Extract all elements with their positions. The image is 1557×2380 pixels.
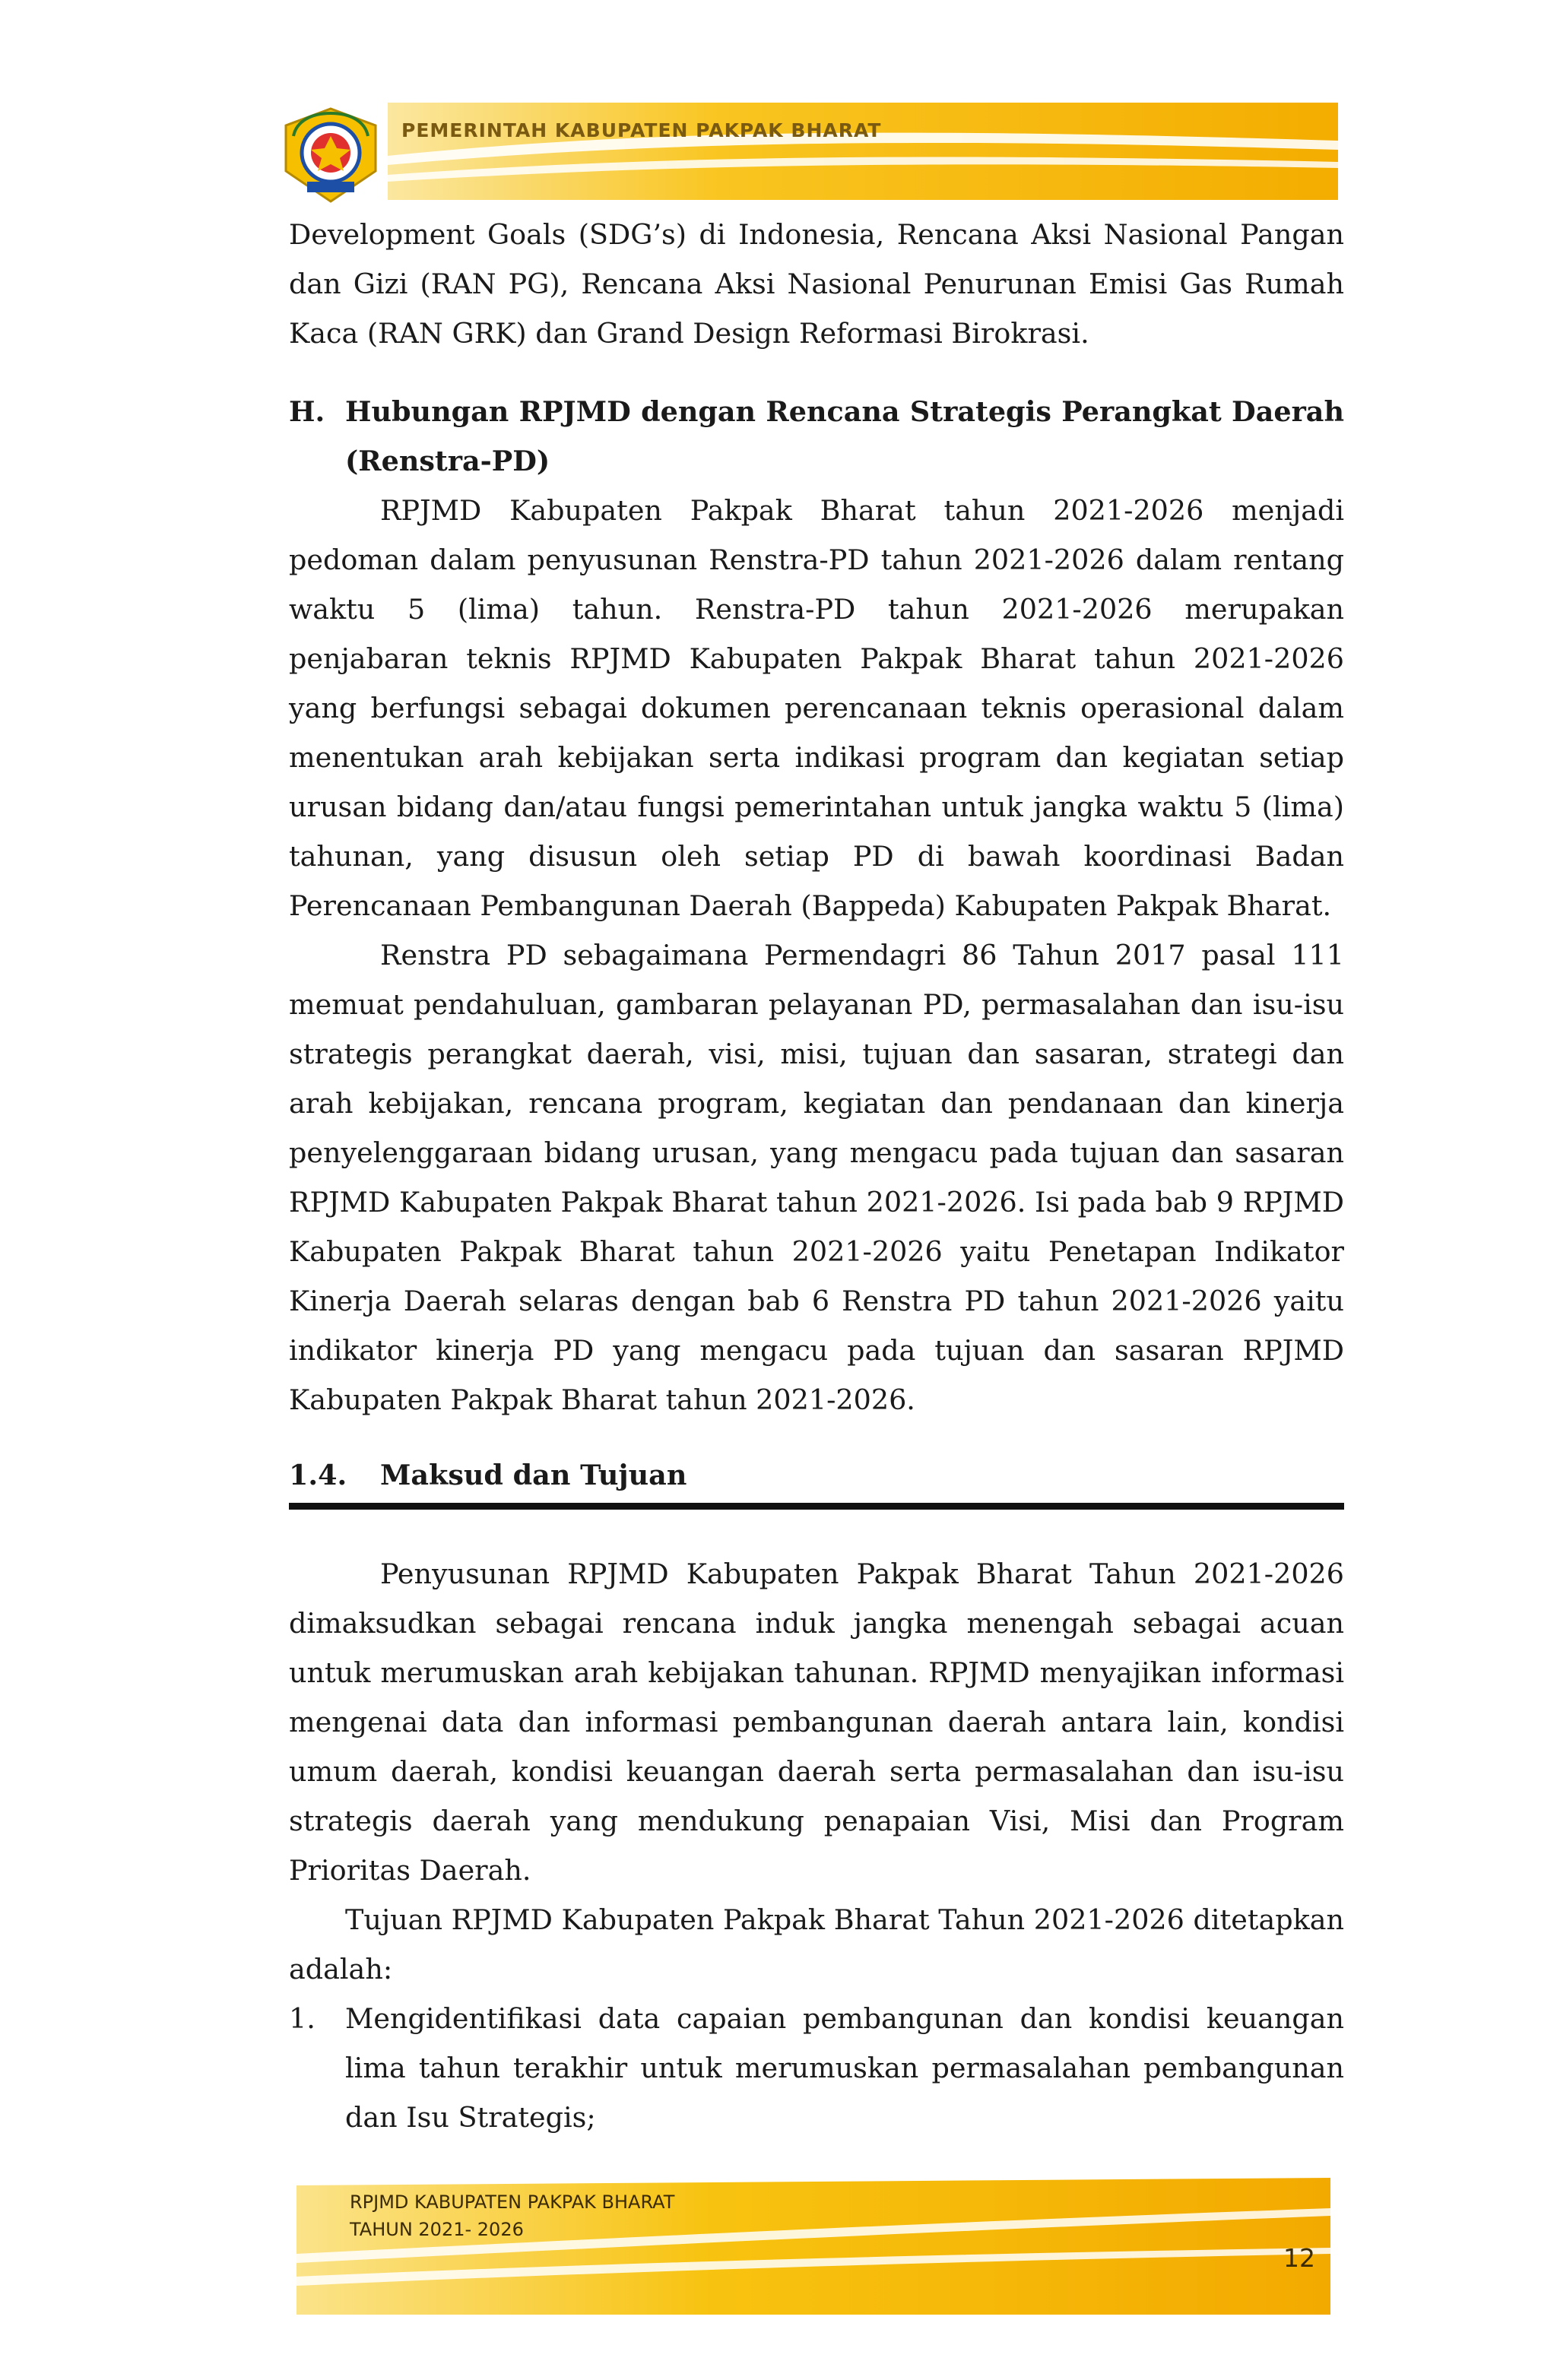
subheading-letter: H.	[289, 395, 325, 428]
header-title: PEMERINTAH KABUPATEN PAKPAK BHARAT	[401, 119, 882, 141]
subheading-text: Hubungan RPJMD dengan Rencana Strategis Perangkat Daerah (Renstra-PD)	[345, 395, 1344, 477]
subheading-h	[289, 387, 1344, 486]
list-item	[289, 1994, 1344, 2142]
page-content	[289, 210, 1344, 2142]
page-number: 12	[1283, 2243, 1315, 2273]
header-band	[388, 103, 1338, 200]
section-title: Maksud dan Tujuan	[380, 1459, 687, 1491]
footer-line-2: TAHUN 2021- 2026	[350, 2219, 524, 2240]
paragraph-h-2: Renstra PD sebagaimana Permendagri 86 Tahun 2017 pasal 111 memuat pendahuluan, gambaran pelayanan PD, permasalahan dan isu-isu strategis perangkat daerah, visi, misi, tujuan dan sasaran, strategi dan arah kebijakan, rencana program, kegiatan dan pendanaan dan kinerja penyelenggaraan bidang urusan, yang mengacu pada tujuan dan sasaran RPJMD Kabupaten Pakpak Bharat tahun 2021-2026. Isi pada bab 9 RPJMD Kabupaten Pakpak Bharat tahun 2021-2026 yaitu Penetapan Indikator Kinerja Daerah selaras dengan bab 6 Renstra PD tahun 2021-2026 yaitu indikator kinerja PD yang mengacu pada tujuan dan sasaran RPJMD Kabupaten Pakpak Bharat tahun 2021-2026.	[289, 939, 1344, 1416]
list-item-text: Mengidentifikasi data capaian pembangunan dan kondisi keuangan lima tahun terakhir untuk merumuskan permasalahan pembangunan dan Isu Strategis;	[345, 2002, 1344, 2134]
paragraph-h-1: RPJMD Kabupaten Pakpak Bharat tahun 2021-2026 menjadi pedoman dalam penyusunan Renstra-PD tahun 2021-2026 dalam rentang waktu 5 (lima) tahun. Renstra-PD tahun 2021-2026 merupakan penjabaran teknis RPJMD Kabupaten Pakpak Bharat tahun 2021-2026 yang berfungsi sebagai dokumen perencanaan teknis operasional dalam menentukan arah kebijakan serta indikasi program dan kegiatan setiap urusan bidang dan/atau fungsi pemerintahan untuk jangka waktu 5 (lima) tahunan, yang disusun oleh setiap PD di bawah koordinasi Badan Perencanaan Pembangunan Daerah (Bappeda) Kabupaten Pakpak Bharat.	[289, 494, 1344, 922]
paragraph-s-1: Penyusunan RPJMD Kabupaten Pakpak Bharat Tahun 2021-2026 dimaksudkan sebagai rencana induk jangka menengah sebagai acuan untuk merumuskan arah kebijakan tahunan. RPJMD menyajikan informasi mengenai data dan informasi pembangunan daerah antara lain, kondisi umum daerah, kondisi keuangan daerah serta permasalahan dan isu-isu strategis daerah yang mendukung penapaian Visi, Misi dan Program Prioritas Daerah.	[289, 1558, 1344, 1887]
list-item-marker: 1.	[289, 2002, 316, 2035]
page-footer	[296, 2178, 1330, 2315]
page-header	[281, 103, 1338, 201]
paragraph-intro: Development Goals (SDG’s) di Indonesia, Rencana Aksi Nasional Pangan dan Gizi (RAN PG), Rencana Aksi Nasional Penurunan Emisi Gas Rumah Kaca (RAN GRK) dan Grand Design Reformasi Birokrasi.	[289, 218, 1344, 350]
footer-line-1: RPJMD KABUPATEN PAKPAK BHARAT	[350, 2191, 675, 2213]
paragraph-s-2: Tujuan RPJMD Kabupaten Pakpak Bharat Tahun 2021-2026 ditetapkan adalah:	[289, 1903, 1344, 1985]
section-heading	[289, 1450, 1344, 1510]
section-number: 1.4.	[289, 1459, 347, 1491]
kabupaten-logo-icon	[281, 106, 380, 204]
